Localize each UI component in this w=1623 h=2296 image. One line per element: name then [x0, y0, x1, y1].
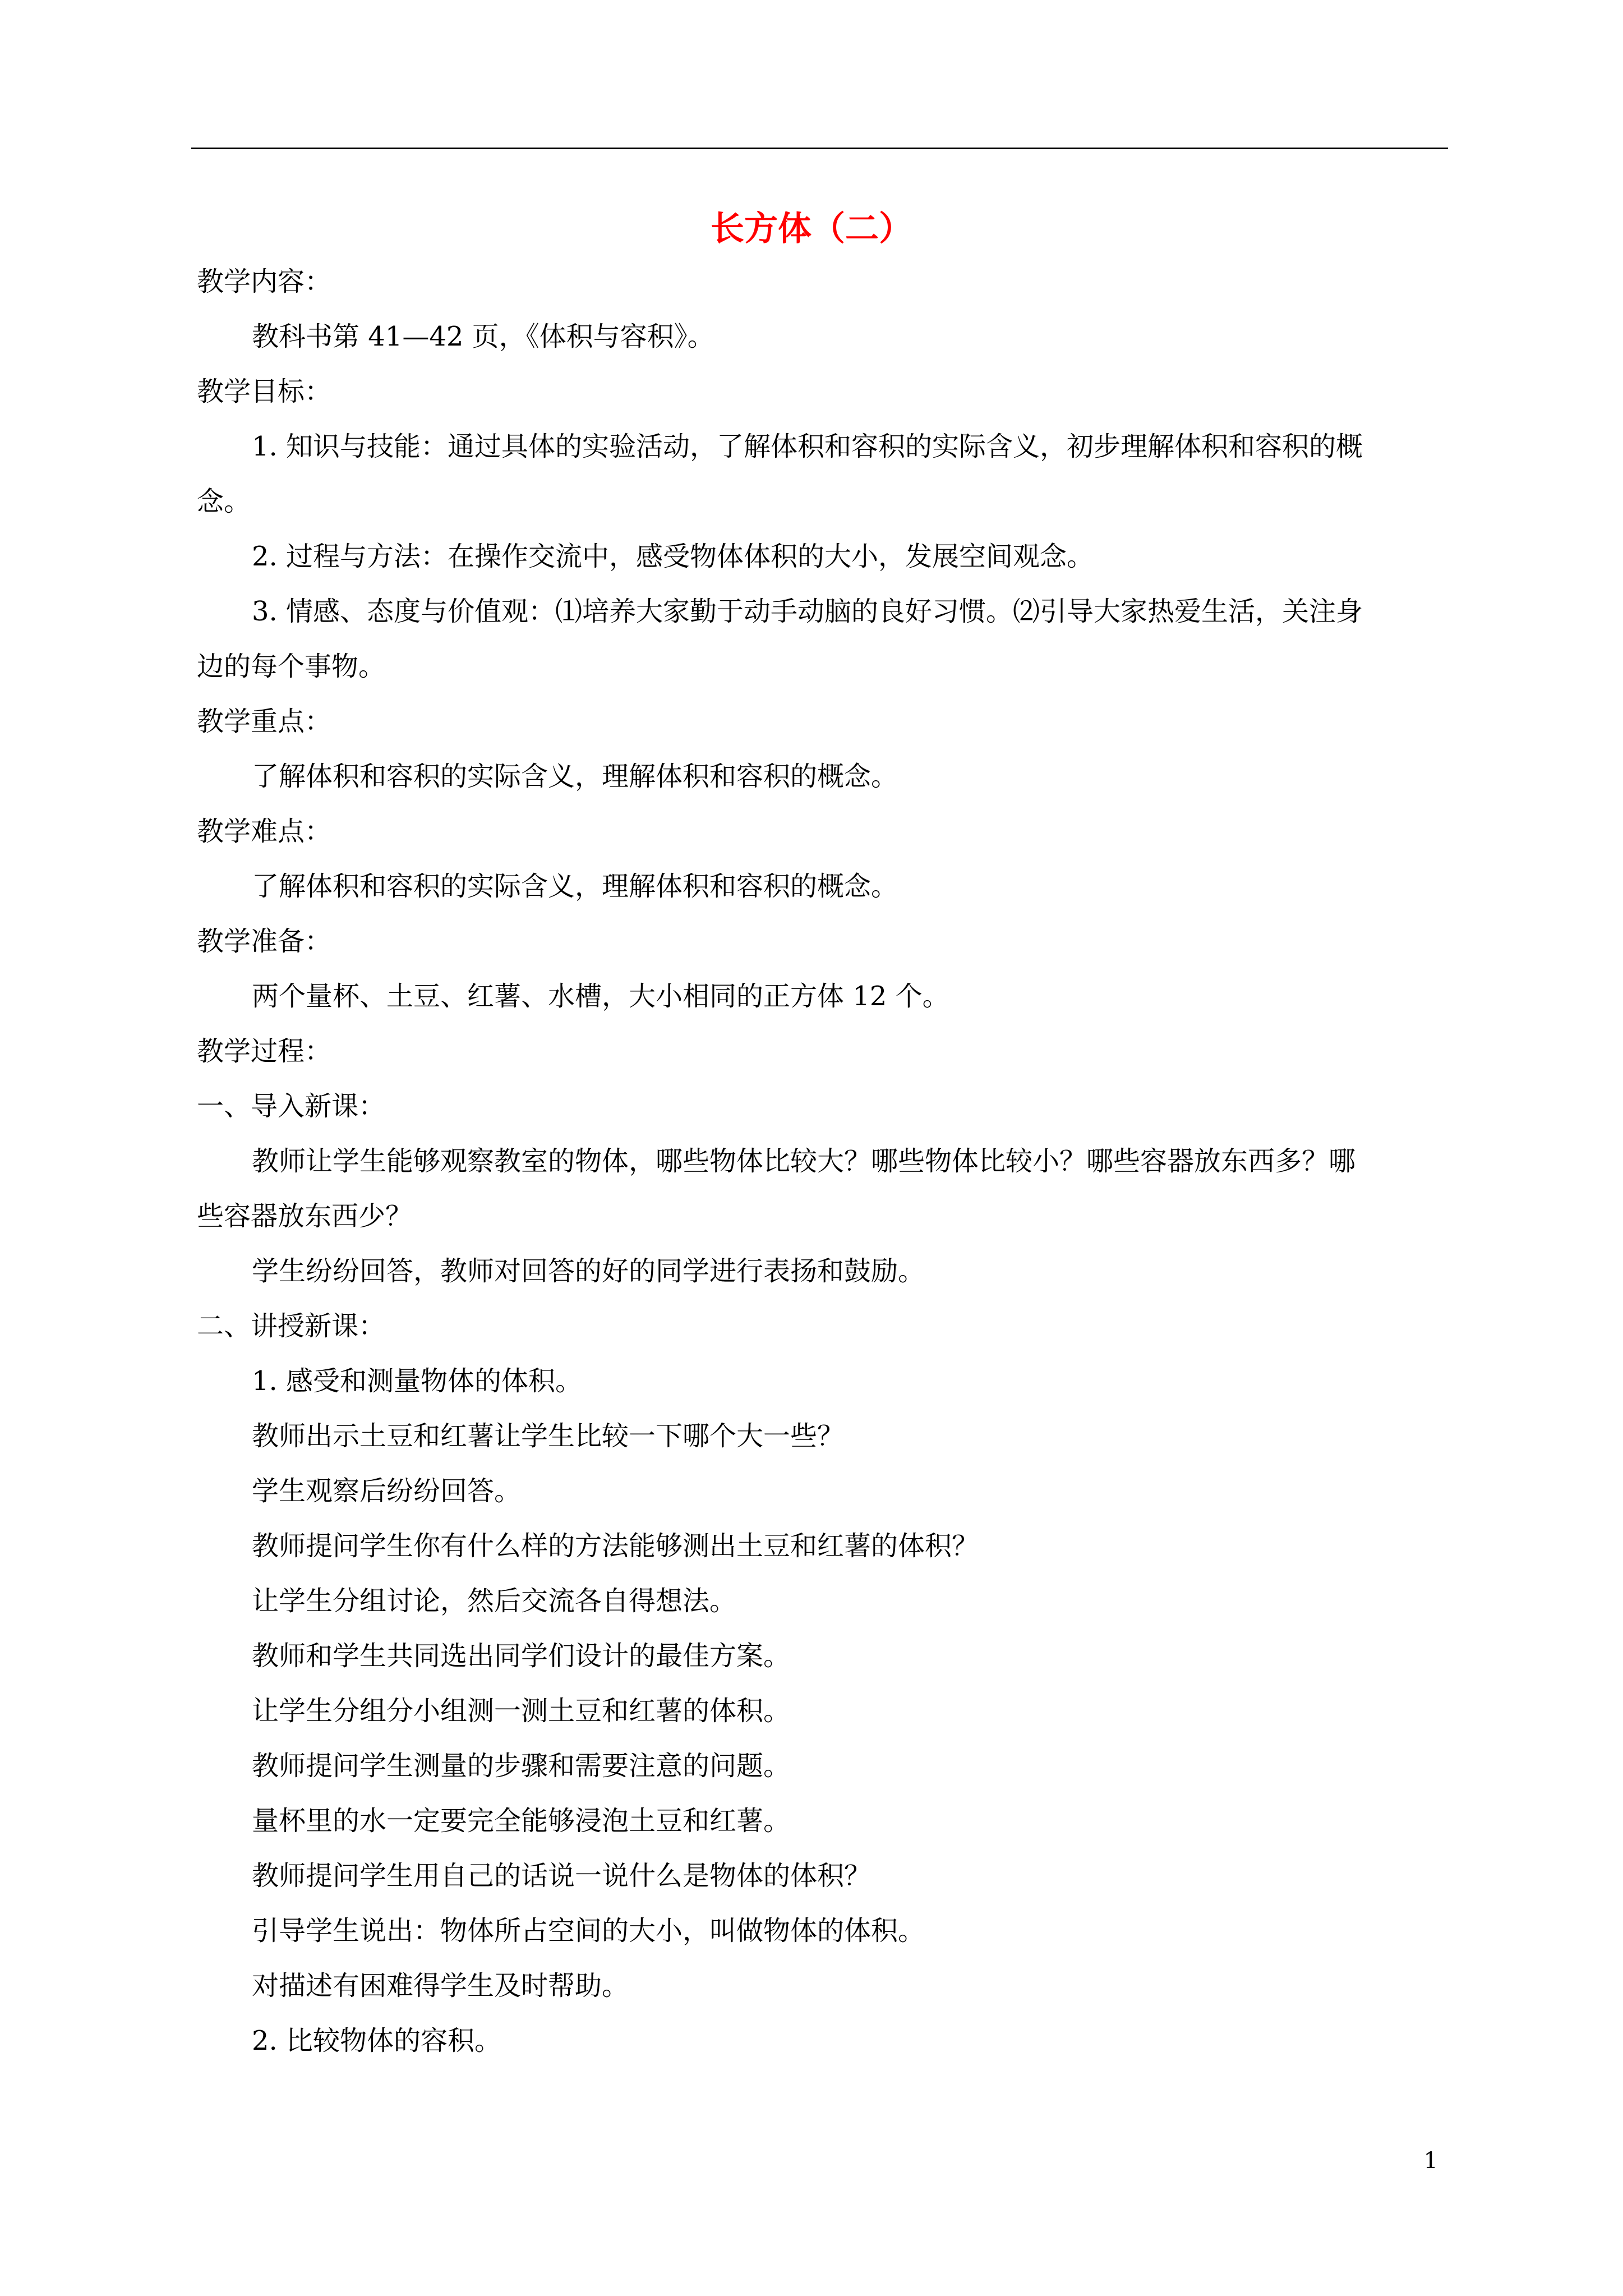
body-line: 了解体积和容积的实际含义，理解体积和容积的概念。	[252, 871, 898, 902]
body-line: 两个量杯、土豆、红薯、水槽，大小相同的正方体 12 个。	[252, 981, 949, 1012]
body-line: 教师提问学生测量的步骤和需要注意的问题。	[252, 1750, 791, 1782]
body-line: 念。	[197, 486, 251, 517]
body-line: 3. 情感、态度与价值观：⑴培养大家勤于动手动脑的良好习惯。⑵引导大家热爱生活，关注身	[252, 596, 1363, 627]
body-line: 引导学生说出：物体所占空间的大小，叫做物体的体积。	[252, 1915, 925, 1947]
body-line: 1. 感受和测量物体的体积。	[252, 1365, 583, 1397]
body-line: 教师和学生共同选出同学们设计的最佳方案。	[252, 1640, 791, 1672]
body-line: 教科书第 41—42 页，《体积与容积》。	[252, 321, 714, 352]
body-line: 教师提问学生你有什么样的方法能够测出土豆和红薯的体积？	[252, 1530, 979, 1562]
body-line: 教师出示土豆和红薯让学生比较一下哪个大一些？	[252, 1420, 845, 1452]
body-line: 量杯里的水一定要完全能够浸泡土豆和红薯。	[252, 1805, 791, 1837]
header-rule	[191, 148, 1448, 149]
section-heading-key-points: 教学重点：	[197, 706, 332, 737]
section-heading-objectives: 教学目标：	[197, 376, 332, 407]
section-heading-process: 教学过程：	[197, 1036, 332, 1067]
page-number: 1	[1423, 2148, 1438, 2174]
body-line: 1. 知识与技能：通过具体的实验活动，了解体积和容积的实际含义，初步理解体积和容积的概	[252, 431, 1363, 462]
body-line: 2. 过程与方法：在操作交流中，感受物体体积的大小，发展空间观念。	[252, 541, 1094, 572]
section-heading-preparation: 教学准备：	[197, 926, 332, 957]
body-line: 教师提问学生用自己的话说一说什么是物体的体积？	[252, 1860, 872, 1892]
body-line: 让学生分组分小组测一测土豆和红薯的体积。	[252, 1695, 791, 1727]
body-line: 些容器放东西少？	[197, 1200, 413, 1232]
body-line: 对描述有困难得学生及时帮助。	[252, 1970, 629, 2001]
document-title: 长方体（二）	[711, 209, 912, 249]
body-line: 学生纷纷回答，教师对回答的好的同学进行表扬和鼓励。	[252, 1255, 925, 1287]
body-line: 让学生分组讨论，然后交流各自得想法。	[252, 1585, 737, 1617]
section-heading-content: 教学内容：	[197, 266, 332, 297]
section-heading-intro: 一、导入新课：	[197, 1091, 386, 1122]
body-line: 学生观察后纷纷回答。	[252, 1475, 522, 1507]
section-heading-new-lesson: 二、讲授新课：	[197, 1310, 386, 1342]
body-line: 了解体积和容积的实际含义，理解体积和容积的概念。	[252, 761, 898, 792]
body-line: 教师让学生能够观察教室的物体，哪些物体比较大？哪些物体比较小？哪些容器放东西多？哪	[252, 1145, 1356, 1177]
body-line: 2. 比较物体的容积。	[252, 2025, 502, 2056]
section-heading-difficulties: 教学难点：	[197, 816, 332, 847]
body-line: 边的每个事物。	[197, 651, 386, 682]
